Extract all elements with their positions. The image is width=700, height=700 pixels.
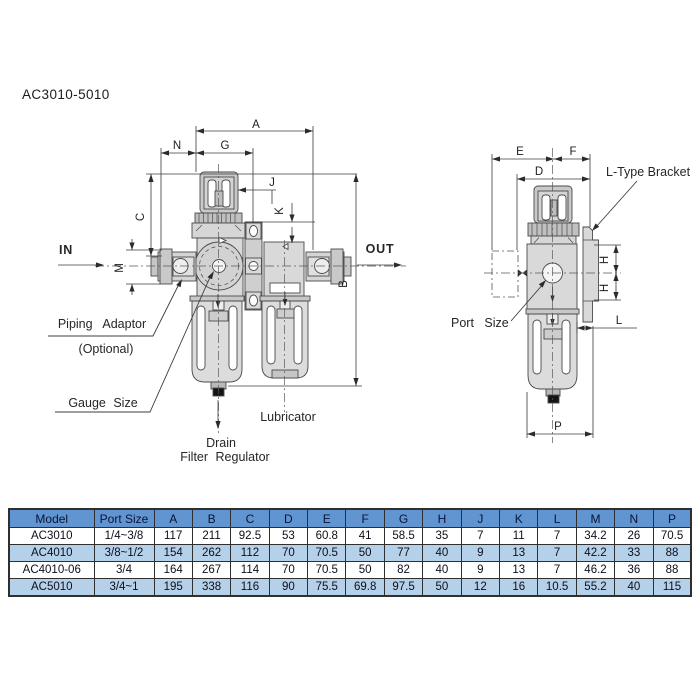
column-header: M (576, 509, 614, 528)
port-size-label: Port Size (451, 316, 509, 330)
table-cell: 50 (346, 545, 384, 562)
table-cell: 11 (500, 528, 538, 545)
lubricator-label: Lubricator (260, 410, 316, 424)
table-cell: 50 (423, 579, 461, 597)
table-cell: 55.2 (576, 579, 614, 597)
column-header: Model (9, 509, 94, 528)
table-cell: 75.5 (308, 579, 346, 597)
table-cell: 33 (615, 545, 653, 562)
table-cell: AC5010 (9, 579, 94, 597)
table-cell: 1/4~3/8 (94, 528, 154, 545)
dim-label-b: B (338, 280, 350, 288)
table-cell: 7 (538, 528, 576, 545)
dim-label-d: D (534, 166, 544, 178)
dimension-table (8, 508, 692, 597)
table-cell: 16 (500, 579, 538, 597)
table-cell: 77 (384, 545, 422, 562)
table-cell: 34.2 (576, 528, 614, 545)
table-cell: 70 (269, 545, 307, 562)
table-cell: 70 (269, 562, 307, 579)
column-header: Port Size (94, 509, 154, 528)
table-row (9, 545, 691, 562)
bonnet-flange-side (531, 236, 576, 244)
table-cell: 42.2 (576, 545, 614, 562)
table-cell: 338 (192, 579, 230, 597)
table-cell: 82 (384, 562, 422, 579)
table-cell: 53 (269, 528, 307, 545)
drain-label: Drain (206, 436, 236, 450)
dim-label-c: C (135, 212, 147, 222)
table-cell: 117 (154, 528, 192, 545)
table-cell: 13 (500, 545, 538, 562)
lubricator-body (264, 242, 304, 298)
table-cell: AC4010 (9, 545, 94, 562)
table-cell: AC3010 (9, 528, 94, 545)
table-cell: 10.5 (538, 579, 576, 597)
table-cell: 40 (615, 579, 653, 597)
dim-label-l: L (615, 315, 623, 327)
dim-label-p: P (554, 421, 562, 433)
table-cell: 9 (461, 562, 499, 579)
table-cell: 3/8~1/2 (94, 545, 154, 562)
column-header: K (500, 509, 538, 528)
table-cell: 70.5 (308, 545, 346, 562)
table-cell: 267 (192, 562, 230, 579)
inlet-piping-adaptor (151, 249, 196, 284)
table-cell: 26 (615, 528, 653, 545)
out-label: OUT (365, 242, 395, 256)
column-header: P (653, 509, 691, 528)
column-header: L (538, 509, 576, 528)
dim-label-a: A (252, 119, 260, 131)
table-cell: 41 (346, 528, 384, 545)
l-type-bracket (583, 227, 599, 322)
table-cell: 97.5 (384, 579, 422, 597)
dim-label-e: E (516, 146, 524, 158)
table-cell: 50 (346, 562, 384, 579)
dim-label-f: F (569, 146, 577, 158)
table-cell: 7 (538, 545, 576, 562)
right-drawing-side-view (451, 146, 691, 443)
column-header: N (615, 509, 653, 528)
table-row (9, 528, 691, 545)
filter-regulator-label: Filter Regulator (180, 450, 270, 464)
table-cell: 36 (615, 562, 653, 579)
table-row (9, 579, 691, 597)
table-cell: 35 (423, 528, 461, 545)
column-header: H (423, 509, 461, 528)
column-header: B (192, 509, 230, 528)
table-cell: 92.5 (231, 528, 269, 545)
filter-bowl (192, 294, 242, 396)
table-header-row (9, 509, 691, 528)
column-header: D (269, 509, 307, 528)
table-cell: 46.2 (576, 562, 614, 579)
table-cell: 115 (653, 579, 691, 597)
table-cell: 164 (154, 562, 192, 579)
column-header: C (231, 509, 269, 528)
column-header: F (346, 509, 384, 528)
table-row (9, 562, 691, 579)
table-cell: 88 (653, 545, 691, 562)
column-header: A (154, 509, 192, 528)
regulator-knob-side (534, 186, 572, 223)
filter-bowl-flange (190, 296, 244, 301)
phantom-adaptor-block (492, 251, 527, 297)
table-cell: 116 (231, 579, 269, 597)
table-cell: 262 (192, 545, 230, 562)
table-cell: 70.5 (653, 528, 691, 545)
column-header: G (384, 509, 422, 528)
optional-label: (Optional) (78, 342, 134, 356)
table-cell: 70.5 (308, 562, 346, 579)
table-cell: 195 (154, 579, 192, 597)
dim-label-k: K (274, 207, 286, 215)
table-cell: 13 (500, 562, 538, 579)
table-cell: 9 (461, 545, 499, 562)
dim-label-m: M (114, 263, 126, 273)
dim-label-j: J (269, 177, 275, 189)
dim-label-g: G (220, 140, 230, 152)
table-cell: 7 (461, 528, 499, 545)
gauge-size-label: Gauge Size (68, 396, 138, 410)
table-cell: 211 (192, 528, 230, 545)
l-type-bracket-label: L-Type Bracket (606, 165, 691, 179)
knurled-ring-side (528, 223, 579, 236)
in-label: IN (58, 243, 74, 257)
table-cell: 12 (461, 579, 499, 597)
table-cell: AC4010-06 (9, 562, 94, 579)
table-cell: 112 (231, 545, 269, 562)
table-cell: 88 (653, 562, 691, 579)
piping-adaptor-label: Piping Adaptor (57, 317, 147, 331)
table-cell: 60.8 (308, 528, 346, 545)
page-title: AC3010-5010 (22, 87, 110, 102)
dim-label-n: N (172, 140, 182, 152)
dim-label-h-lower: H (599, 283, 611, 293)
column-header: J (461, 509, 499, 528)
outlet-piping-adaptor (306, 249, 351, 284)
table-cell: 40 (423, 545, 461, 562)
table-cell: 90 (269, 579, 307, 597)
table-cell: 3/4 (94, 562, 154, 579)
left-drawing-front-view (48, 119, 406, 464)
regulator-knob (200, 172, 238, 213)
table-cell: 114 (231, 562, 269, 579)
table-cell: 7 (538, 562, 576, 579)
lubricator-bowl (262, 292, 308, 378)
filter-regulator-body (195, 238, 243, 299)
dim-label-h-upper: H (599, 255, 611, 265)
table-cell: 40 (423, 562, 461, 579)
table-cell: 3/4~1 (94, 579, 154, 597)
table-cell: 58.5 (384, 528, 422, 545)
body-side (527, 244, 577, 309)
table-cell: 154 (154, 545, 192, 562)
table-cell: 69.8 (346, 579, 384, 597)
right-parts (492, 186, 599, 403)
column-header: E (308, 509, 346, 528)
